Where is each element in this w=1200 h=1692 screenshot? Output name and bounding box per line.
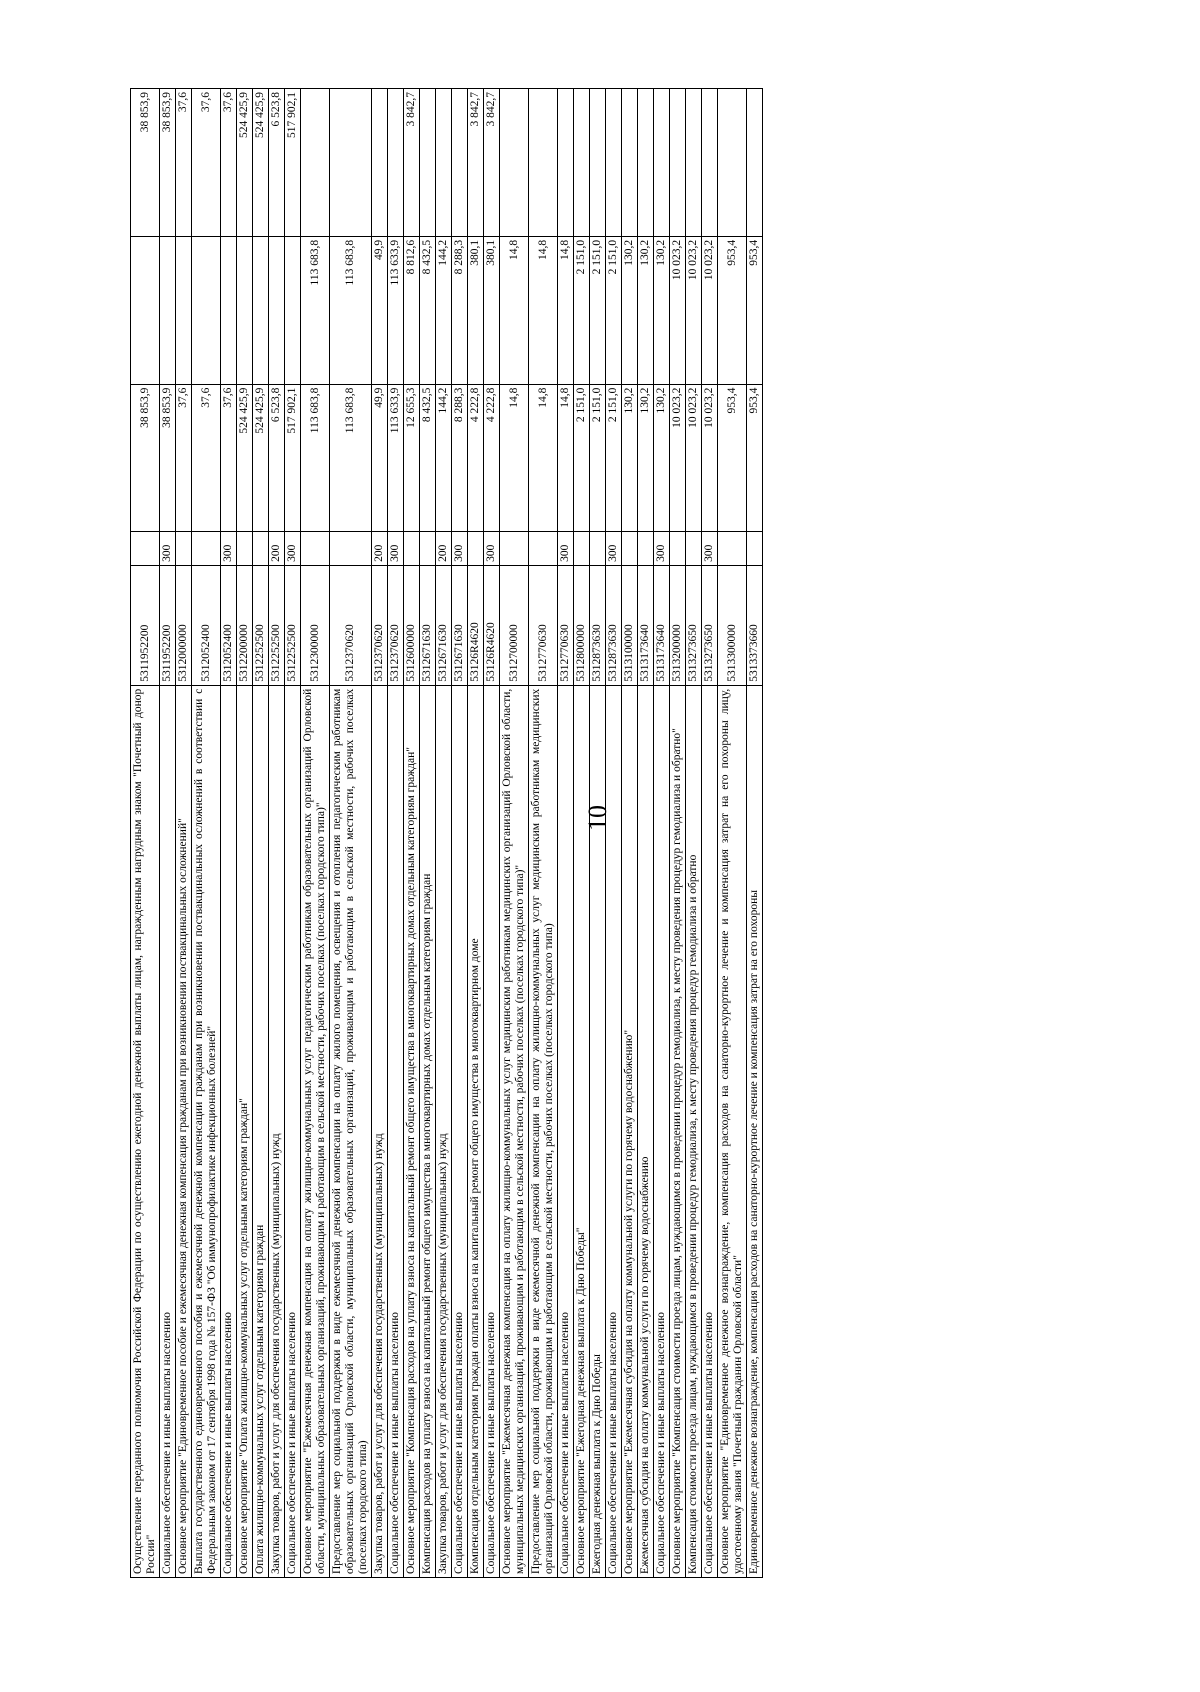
- row-vr-cell: [529, 532, 558, 565]
- row-value-total: 6 523,8: [269, 384, 285, 532]
- row-vr-cell: [420, 532, 436, 565]
- row-value-federal: 37,6: [192, 89, 221, 237]
- table-row: [718, 89, 747, 1578]
- row-name-cell: Социальное обеспечение и иные выплаты населению: [606, 685, 622, 1577]
- table-row: [606, 89, 622, 1578]
- row-value-federal: [436, 89, 452, 237]
- row-value-federal: 37,6: [176, 89, 192, 237]
- row-value-federal: [500, 89, 529, 237]
- row-vr-cell: [686, 532, 702, 565]
- table-row: [221, 89, 237, 1578]
- row-code-cell: 5313273650: [686, 565, 702, 685]
- row-value-regional: 380,1: [468, 236, 484, 384]
- row-value-federal: [529, 89, 558, 237]
- row-value-total: 8 432,5: [420, 384, 436, 532]
- row-vr-cell: [638, 532, 654, 565]
- row-vr-cell: [301, 532, 330, 565]
- row-value-regional: 144,2: [436, 236, 452, 384]
- row-value-total: 524 425,9: [237, 384, 253, 532]
- row-value-federal: 3 842,7: [404, 89, 420, 237]
- table-row: [452, 89, 468, 1578]
- row-name-cell: Компенсация отдельным категориям граждан оплаты взноса на капитальный ремонт общего имущества в многоквартирном доме: [468, 685, 484, 1577]
- row-code-cell: 5313173640: [638, 565, 654, 685]
- row-value-total: 14,8: [529, 384, 558, 532]
- rotated-table-wrapper: [130, 88, 763, 1578]
- row-value-regional: 130,2: [638, 236, 654, 384]
- table-row: [420, 89, 436, 1578]
- row-name-cell: Основное мероприятие "Компенсация стоимости проезда лицам, нуждающимся в проведении процедур гемодиализа, к месту проведения процедур гемодиализа и обратно": [670, 685, 686, 1577]
- table-row: [131, 89, 160, 1578]
- row-value-federal: [686, 89, 702, 237]
- row-vr-cell: [176, 532, 192, 565]
- row-value-total: 10 023,2: [686, 384, 702, 532]
- row-name-cell: Единовременное денежное вознаграждение, компенсация расходов на санаторно-курортное лечение и компенсация затрат на его похороны: [747, 685, 763, 1577]
- row-vr-cell: [468, 532, 484, 565]
- row-vr-cell: 300: [558, 532, 574, 565]
- row-value-regional: 10 023,2: [686, 236, 702, 384]
- row-name-cell: Оплата жилищно-коммунальных услуг отдельным категориям граждан: [253, 685, 269, 1577]
- row-code-cell: 5311952200: [160, 565, 176, 685]
- row-value-total: 517 902,1: [285, 384, 301, 532]
- row-name-cell: Социальное обеспечение и иные выплаты населению: [654, 685, 670, 1577]
- row-value-regional: 8 432,5: [420, 236, 436, 384]
- row-code-cell: 53126R4620: [484, 565, 500, 685]
- row-vr-cell: 300: [606, 532, 622, 565]
- row-name-cell: Ежегодная денежная выплата к Дню Победы: [590, 685, 606, 1577]
- row-vr-cell: [253, 532, 269, 565]
- row-name-cell: Основное мероприятие "Ежемесячная денежная компенсация на оплату жилищно-коммунальных услуг педагогическим работникам образовательных организаций Орловской области, муниципальных образовательных организаций, проживающим и работающим в сельской местности, рабочих поселках (поселках городского типа)": [301, 685, 330, 1577]
- page-number: 10: [583, 805, 612, 831]
- row-value-federal: [670, 89, 686, 237]
- row-code-cell: 5312671630: [452, 565, 468, 685]
- row-name-cell: Социальное обеспечение и иные выплаты населению: [484, 685, 500, 1577]
- row-name-cell: Социальное обеспечение и иные выплаты населению: [452, 685, 468, 1577]
- row-value-regional: 953,4: [718, 236, 747, 384]
- row-value-total: 38 853,9: [160, 384, 176, 532]
- row-value-regional: 10 023,2: [702, 236, 718, 384]
- row-value-federal: [388, 89, 404, 237]
- row-value-total: 2 151,0: [590, 384, 606, 532]
- row-name-cell: Социальное обеспечение и иные выплаты населению: [558, 685, 574, 1577]
- row-value-regional: 130,2: [622, 236, 638, 384]
- row-code-cell: 5312052400: [192, 565, 221, 685]
- row-name-cell: Социальное обеспечение и иные выплаты населению: [285, 685, 301, 1577]
- row-value-regional: 953,4: [747, 236, 763, 384]
- row-vr-cell: [192, 532, 221, 565]
- row-value-regional: [221, 236, 237, 384]
- row-value-total: 953,4: [718, 384, 747, 532]
- row-name-cell: Социальное обеспечение и иные выплаты населению: [702, 685, 718, 1577]
- row-value-total: 37,6: [192, 384, 221, 532]
- row-value-federal: [622, 89, 638, 237]
- row-name-cell: Основное мероприятие "Компенсация расходов на уплату взноса на капитальный ремонт общего имущества в многоквартирных домах отдельным категориям граждан": [404, 685, 420, 1577]
- table-row: [436, 89, 452, 1578]
- row-value-federal: [574, 89, 590, 237]
- row-value-total: 144,2: [436, 384, 452, 532]
- row-value-federal: 3 842,7: [484, 89, 500, 237]
- row-value-total: 10 023,2: [670, 384, 686, 532]
- row-vr-cell: [404, 532, 420, 565]
- row-code-cell: 5312873630: [590, 565, 606, 685]
- row-value-regional: 10 023,2: [670, 236, 686, 384]
- row-value-federal: 3 842,7: [468, 89, 484, 237]
- row-value-total: 953,4: [747, 384, 763, 532]
- row-code-cell: 5312252500: [285, 565, 301, 685]
- row-name-cell: Основное мероприятие "Единовременное денежное вознаграждение, компенсация расходов на санаторно-курортное лечение и компенсация затрат на его похороны лицу, удостоенному звания "Почетный гражданин Орловской области": [718, 685, 747, 1577]
- row-value-federal: [590, 89, 606, 237]
- row-vr-cell: [330, 532, 372, 565]
- row-value-federal: 517 902,1: [285, 89, 301, 237]
- row-value-regional: 130,2: [654, 236, 670, 384]
- row-vr-cell: [670, 532, 686, 565]
- table-row: [622, 89, 638, 1578]
- table-row: [747, 89, 763, 1578]
- table-row: [468, 89, 484, 1578]
- row-code-cell: 5312770630: [529, 565, 558, 685]
- row-vr-cell: [237, 532, 253, 565]
- table-row: [285, 89, 301, 1578]
- row-value-regional: 2 151,0: [590, 236, 606, 384]
- row-vr-cell: [500, 532, 529, 565]
- row-value-regional: 2 151,0: [574, 236, 590, 384]
- row-vr-cell: [574, 532, 590, 565]
- table-row: [654, 89, 670, 1578]
- row-value-total: 14,8: [558, 384, 574, 532]
- row-value-regional: [160, 236, 176, 384]
- row-code-cell: 5313373660: [747, 565, 763, 685]
- row-code-cell: 5312600000: [404, 565, 420, 685]
- row-code-cell: 5312252500: [253, 565, 269, 685]
- row-value-regional: 14,8: [558, 236, 574, 384]
- row-value-federal: 6 523,8: [269, 89, 285, 237]
- row-value-federal: [606, 89, 622, 237]
- row-name-cell: Предоставление мер социальной поддержки в виде ежемесячной денежной компенсации на оплату жилого помещения, освещения и отопления педагогическим работникам образовательных организаций Орловской области, муниципальных образовательных организаций, проживающим и работающим в сельской местности, рабочих поселках (поселках городского типа): [330, 685, 372, 1577]
- row-value-total: 130,2: [622, 384, 638, 532]
- row-value-regional: 8 288,3: [452, 236, 468, 384]
- table-row: [372, 89, 388, 1578]
- row-vr-cell: 200: [372, 532, 388, 565]
- row-name-cell: Закупка товаров, работ и услуг для обеспечения государственных (муниципальных) нужд: [372, 685, 388, 1577]
- row-code-cell: 5312300000: [301, 565, 330, 685]
- row-vr-cell: [622, 532, 638, 565]
- row-value-total: 38 853,9: [131, 384, 160, 532]
- row-value-federal: 37,6: [221, 89, 237, 237]
- row-value-federal: 38 853,9: [160, 89, 176, 237]
- row-vr-cell: [590, 532, 606, 565]
- row-name-cell: Основное мероприятие "Оплата жилищно-коммунальных услуг отдельным категориям граждан": [237, 685, 253, 1577]
- row-value-total: 49,9: [372, 384, 388, 532]
- row-code-cell: 53126R4620: [468, 565, 484, 685]
- row-value-regional: [285, 236, 301, 384]
- row-value-total: 2 151,0: [606, 384, 622, 532]
- row-name-cell: Социальное обеспечение и иные выплаты населению: [221, 685, 237, 1577]
- row-vr-cell: [718, 532, 747, 565]
- row-code-cell: 5313300000: [718, 565, 747, 685]
- row-vr-cell: 300: [285, 532, 301, 565]
- table-row: [269, 89, 285, 1578]
- row-value-regional: [253, 236, 269, 384]
- row-code-cell: 5312370620: [372, 565, 388, 685]
- row-value-regional: [192, 236, 221, 384]
- table-row: [638, 89, 654, 1578]
- row-code-cell: 5312000000: [176, 565, 192, 685]
- table-row: [388, 89, 404, 1578]
- row-code-cell: 5312252500: [269, 565, 285, 685]
- row-value-federal: [702, 89, 718, 237]
- row-code-cell: 5312370620: [388, 565, 404, 685]
- row-value-total: 2 151,0: [574, 384, 590, 532]
- row-value-total: 10 023,2: [702, 384, 718, 532]
- row-name-cell: Компенсация стоимости проезда лицам, нуждающимся в проведении процедур гемодиализа, к месту проведения процедур гемодиализа и обратно: [686, 685, 702, 1577]
- row-name-cell: Основное мероприятие "Единовременное пособие и ежемесячная денежная компенсация гражданам при возникновении поствакцинальных осложнений": [176, 685, 192, 1577]
- row-value-total: 37,6: [221, 384, 237, 532]
- row-code-cell: 5313200000: [670, 565, 686, 685]
- row-value-regional: 113 683,8: [330, 236, 372, 384]
- table-row: [529, 89, 558, 1578]
- row-value-total: 8 288,3: [452, 384, 468, 532]
- table-row: [574, 89, 590, 1578]
- row-value-federal: [654, 89, 670, 237]
- budget-table-body: [131, 89, 763, 1578]
- row-value-total: 14,8: [500, 384, 529, 532]
- row-value-regional: [237, 236, 253, 384]
- table-row: [702, 89, 718, 1578]
- row-name-cell: Основное мероприятие "Ежемесячная денежная компенсация на оплату жилищно-коммунальных услуг медицинским работникам медицинских организаций Орловской области, муниципальных медицинских организаций, проживающим и работающим в сельской местности, рабочих поселках (поселках городского типа)": [500, 685, 529, 1577]
- table-row: [558, 89, 574, 1578]
- row-code-cell: 5313100000: [622, 565, 638, 685]
- row-value-federal: 524 425,9: [237, 89, 253, 237]
- row-value-federal: [638, 89, 654, 237]
- row-name-cell: Ежемесячная субсидия на оплату коммунальной услуги по горячему водоснабжению: [638, 685, 654, 1577]
- table-row: [301, 89, 330, 1578]
- table-row: [590, 89, 606, 1578]
- row-code-cell: 5313173640: [654, 565, 670, 685]
- row-name-cell: Осуществление переданного полномочия Российской Федерации по осуществлению ежегодной денежной выплаты лицам, награжденным нагрудным знаком "Почетный донор России": [131, 685, 160, 1577]
- row-name-cell: Основное мероприятие "Ежегодная денежная выплата к Дню Победы": [574, 685, 590, 1577]
- row-value-regional: [131, 236, 160, 384]
- row-code-cell: 5312671630: [436, 565, 452, 685]
- row-name-cell: Основное мероприятие "Ежемесячная субсидия на оплату коммунальной услуги по горячему водоснабжению": [622, 685, 638, 1577]
- row-value-federal: 38 853,9: [131, 89, 160, 237]
- row-vr-cell: 300: [702, 532, 718, 565]
- row-value-regional: 380,1: [484, 236, 500, 384]
- row-code-cell: 5312873630: [606, 565, 622, 685]
- table-row: [330, 89, 372, 1578]
- row-vr-cell: 300: [221, 532, 237, 565]
- row-code-cell: 5312200000: [237, 565, 253, 685]
- row-vr-cell: 300: [160, 532, 176, 565]
- row-code-cell: 5312700000: [500, 565, 529, 685]
- row-value-regional: 14,8: [500, 236, 529, 384]
- row-value-federal: [747, 89, 763, 237]
- row-name-cell: Социальное обеспечение и иные выплаты населению: [160, 685, 176, 1577]
- table-row: [500, 89, 529, 1578]
- row-value-federal: [718, 89, 747, 237]
- row-value-federal: [301, 89, 330, 237]
- table-row: [484, 89, 500, 1578]
- row-value-total: 113 633,9: [388, 384, 404, 532]
- row-code-cell: 5311952200: [131, 565, 160, 685]
- table-row: [237, 89, 253, 1578]
- row-code-cell: 5312052400: [221, 565, 237, 685]
- row-value-regional: 2 151,0: [606, 236, 622, 384]
- row-value-federal: [420, 89, 436, 237]
- row-value-total: 4 222,8: [468, 384, 484, 532]
- row-value-federal: [330, 89, 372, 237]
- row-value-total: 113 683,8: [330, 384, 372, 532]
- row-vr-cell: 300: [484, 532, 500, 565]
- table-row: [253, 89, 269, 1578]
- row-vr-cell: [131, 532, 160, 565]
- row-value-total: 113 683,8: [301, 384, 330, 532]
- row-name-cell: Компенсация расходов на уплату взноса на капитальный ремонт общего имущества в многоквартирных домах отдельным категориям граждан: [420, 685, 436, 1577]
- row-name-cell: Предоставление мер социальной поддержки в виде ежемесячной денежной компенсации на оплату жилищно-коммунальных услуг медицинским работникам медицинских организаций Орловской области, проживающим и работающим в сельской местности, рабочих поселках (поселках городского типа): [529, 685, 558, 1577]
- row-code-cell: 5312671630: [420, 565, 436, 685]
- row-vr-cell: 300: [654, 532, 670, 565]
- table-row: [670, 89, 686, 1578]
- table-row: [160, 89, 176, 1578]
- row-vr-cell: 300: [388, 532, 404, 565]
- row-code-cell: 5312800000: [574, 565, 590, 685]
- row-name-cell: Закупка товаров, работ и услуг для обеспечения государственных (муниципальных) нужд: [269, 685, 285, 1577]
- row-value-total: 130,2: [654, 384, 670, 532]
- row-name-cell: Социальное обеспечение и иные выплаты населению: [388, 685, 404, 1577]
- row-value-regional: 113 683,8: [301, 236, 330, 384]
- row-vr-cell: 300: [452, 532, 468, 565]
- row-value-regional: [176, 236, 192, 384]
- row-vr-cell: 200: [269, 532, 285, 565]
- row-value-total: 4 222,8: [484, 384, 500, 532]
- row-value-total: 130,2: [638, 384, 654, 532]
- row-value-federal: 524 425,9: [253, 89, 269, 237]
- row-value-federal: [372, 89, 388, 237]
- row-vr-cell: 200: [436, 532, 452, 565]
- row-value-regional: 49,9: [372, 236, 388, 384]
- row-value-federal: [452, 89, 468, 237]
- row-value-regional: 113 633,9: [388, 236, 404, 384]
- row-code-cell: 5313273650: [702, 565, 718, 685]
- row-value-regional: [269, 236, 285, 384]
- row-code-cell: 5312770630: [558, 565, 574, 685]
- row-value-federal: [558, 89, 574, 237]
- budget-table: [130, 88, 763, 1578]
- table-row: [176, 89, 192, 1578]
- row-value-regional: 8 812,6: [404, 236, 420, 384]
- row-value-total: 37,6: [176, 384, 192, 532]
- table-row: [192, 89, 221, 1578]
- row-value-total: 12 655,3: [404, 384, 420, 532]
- row-name-cell: Выплата государственного единовременного пособия и ежемесячной денежной компенсации гражданам при возникновении поствакцинальных осложнений в соответствии с Федеральным законом от 17 сентября 1998 года № 157-ФЗ "Об иммунопрофилактике инфекционных болезней": [192, 685, 221, 1577]
- table-row: [686, 89, 702, 1578]
- table-row: [404, 89, 420, 1578]
- row-vr-cell: [747, 532, 763, 565]
- row-code-cell: 5312370620: [330, 565, 372, 685]
- row-name-cell: Закупка товаров, работ и услуг для обеспечения государственных (муниципальных) нужд: [436, 685, 452, 1577]
- row-value-total: 524 425,9: [253, 384, 269, 532]
- row-value-regional: 14,8: [529, 236, 558, 384]
